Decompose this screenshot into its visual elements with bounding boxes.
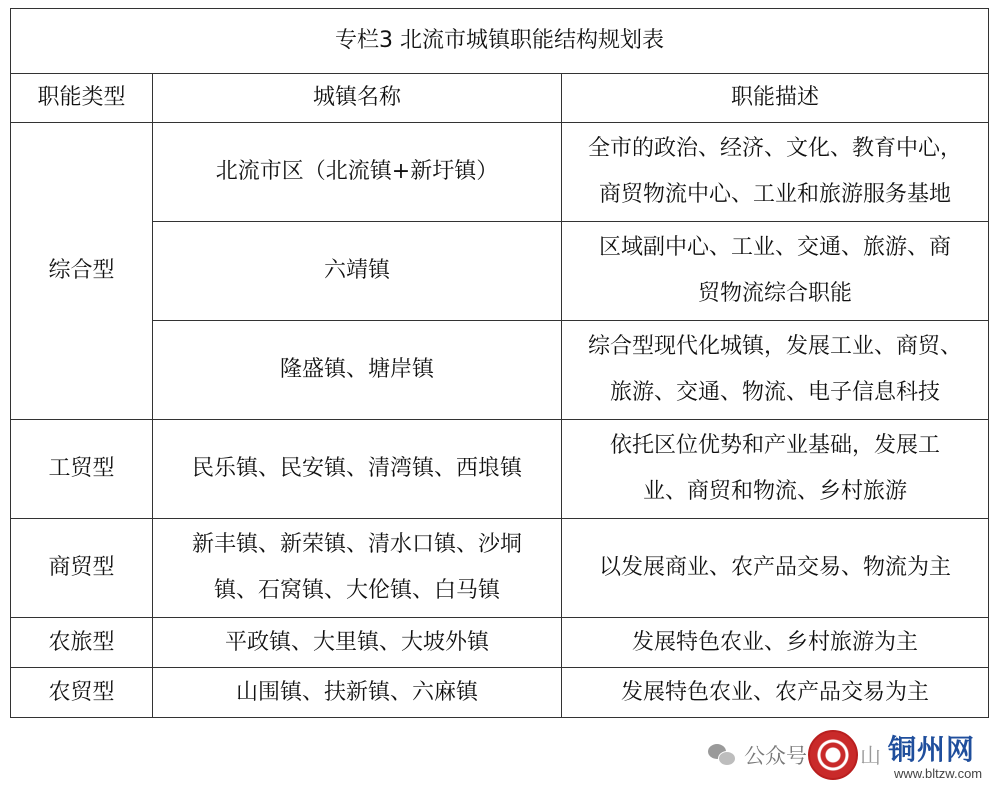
desc-line: 发展特色农业、农产品交易为主: [620, 679, 929, 705]
desc-cell: [562, 123, 989, 222]
desc-line: 发展特色农业、乡村旅游为主: [631, 629, 918, 655]
site-logo-text: 铜州网: [888, 733, 976, 766]
towns-line: 镇、石窝镇、大伦镇、白马镇: [213, 578, 500, 603]
desc-line: 旅游、交通、物流、电子信息科技: [609, 380, 940, 405]
desc-line: 以发展商业、农产品交易、物流为主: [598, 555, 951, 580]
towns-line: 民乐镇、民安镇、清湾镇、西埌镇: [191, 456, 522, 481]
watermark-footer: [700, 722, 990, 788]
desc-line: 贸物流综合职能: [697, 281, 852, 306]
desc-line: 商贸物流中心、工业和旅游服务基地: [598, 182, 951, 207]
towns-cell: [153, 519, 562, 618]
site-logo-url: www.bltzw.com: [894, 766, 983, 781]
desc-cell: [562, 668, 989, 718]
desc-line: 全市的政治、经济、文化、教育中心，: [587, 136, 962, 161]
towns-cell: [153, 420, 562, 519]
type-cell: 工贸型: [11, 420, 153, 519]
towns-cell: 六靖镇: [153, 222, 562, 321]
table-row: [11, 668, 989, 718]
towns-cell: [153, 668, 562, 718]
towns-cell: [153, 618, 562, 668]
table-row: [11, 519, 989, 618]
desc-cell: [562, 222, 989, 321]
wechat-label: 公众号: [744, 744, 807, 768]
type-cell: 商贸型: [11, 519, 153, 618]
header-row: [11, 74, 989, 123]
desc-line: 区域副中心、工业、交通、旅游、商: [598, 235, 951, 260]
table-row: [11, 123, 989, 222]
desc-line: 综合型现代化城镇，发展工业、商贸、: [587, 334, 962, 359]
towns-cell: 隆盛镇、塘岸镇: [153, 321, 562, 420]
desc-line: 业、商贸和物流、乡村旅游: [642, 479, 907, 504]
towns-line: 山围镇、扶新镇、六麻镇: [235, 679, 478, 705]
wechat-icon: [708, 742, 738, 766]
desc-cell: [562, 519, 989, 618]
desc-cell: [562, 321, 989, 420]
type-cell: 农贸型: [11, 668, 153, 718]
account-partial: 山: [860, 744, 881, 768]
header-type: 职能类型: [11, 74, 153, 123]
table-row: [11, 618, 989, 668]
header-towns: 城镇名称: [153, 74, 562, 123]
desc-line: 依托区位优势和产业基础，发展工: [609, 433, 940, 458]
type-cell: 农旅型: [11, 618, 153, 668]
table-row: [11, 222, 989, 321]
desc-cell: [562, 420, 989, 519]
towns-line: 新丰镇、新荣镇、清水口镇、沙垌: [191, 532, 522, 557]
towns-line: 平政镇、大里镇、大坡外镇: [224, 629, 489, 655]
type-cell: 综合型: [11, 123, 153, 420]
table-row: [11, 420, 989, 519]
desc-cell: [562, 618, 989, 668]
header-desc: 职能描述: [562, 74, 989, 123]
table-row: [11, 321, 989, 420]
table-title: 专栏3 北流市城镇职能结构规划表: [11, 9, 989, 74]
towns-cell: 北流市区（北流镇+新圩镇）: [153, 123, 562, 222]
town-function-table: [10, 8, 989, 718]
seal-logo-icon: [808, 730, 858, 780]
